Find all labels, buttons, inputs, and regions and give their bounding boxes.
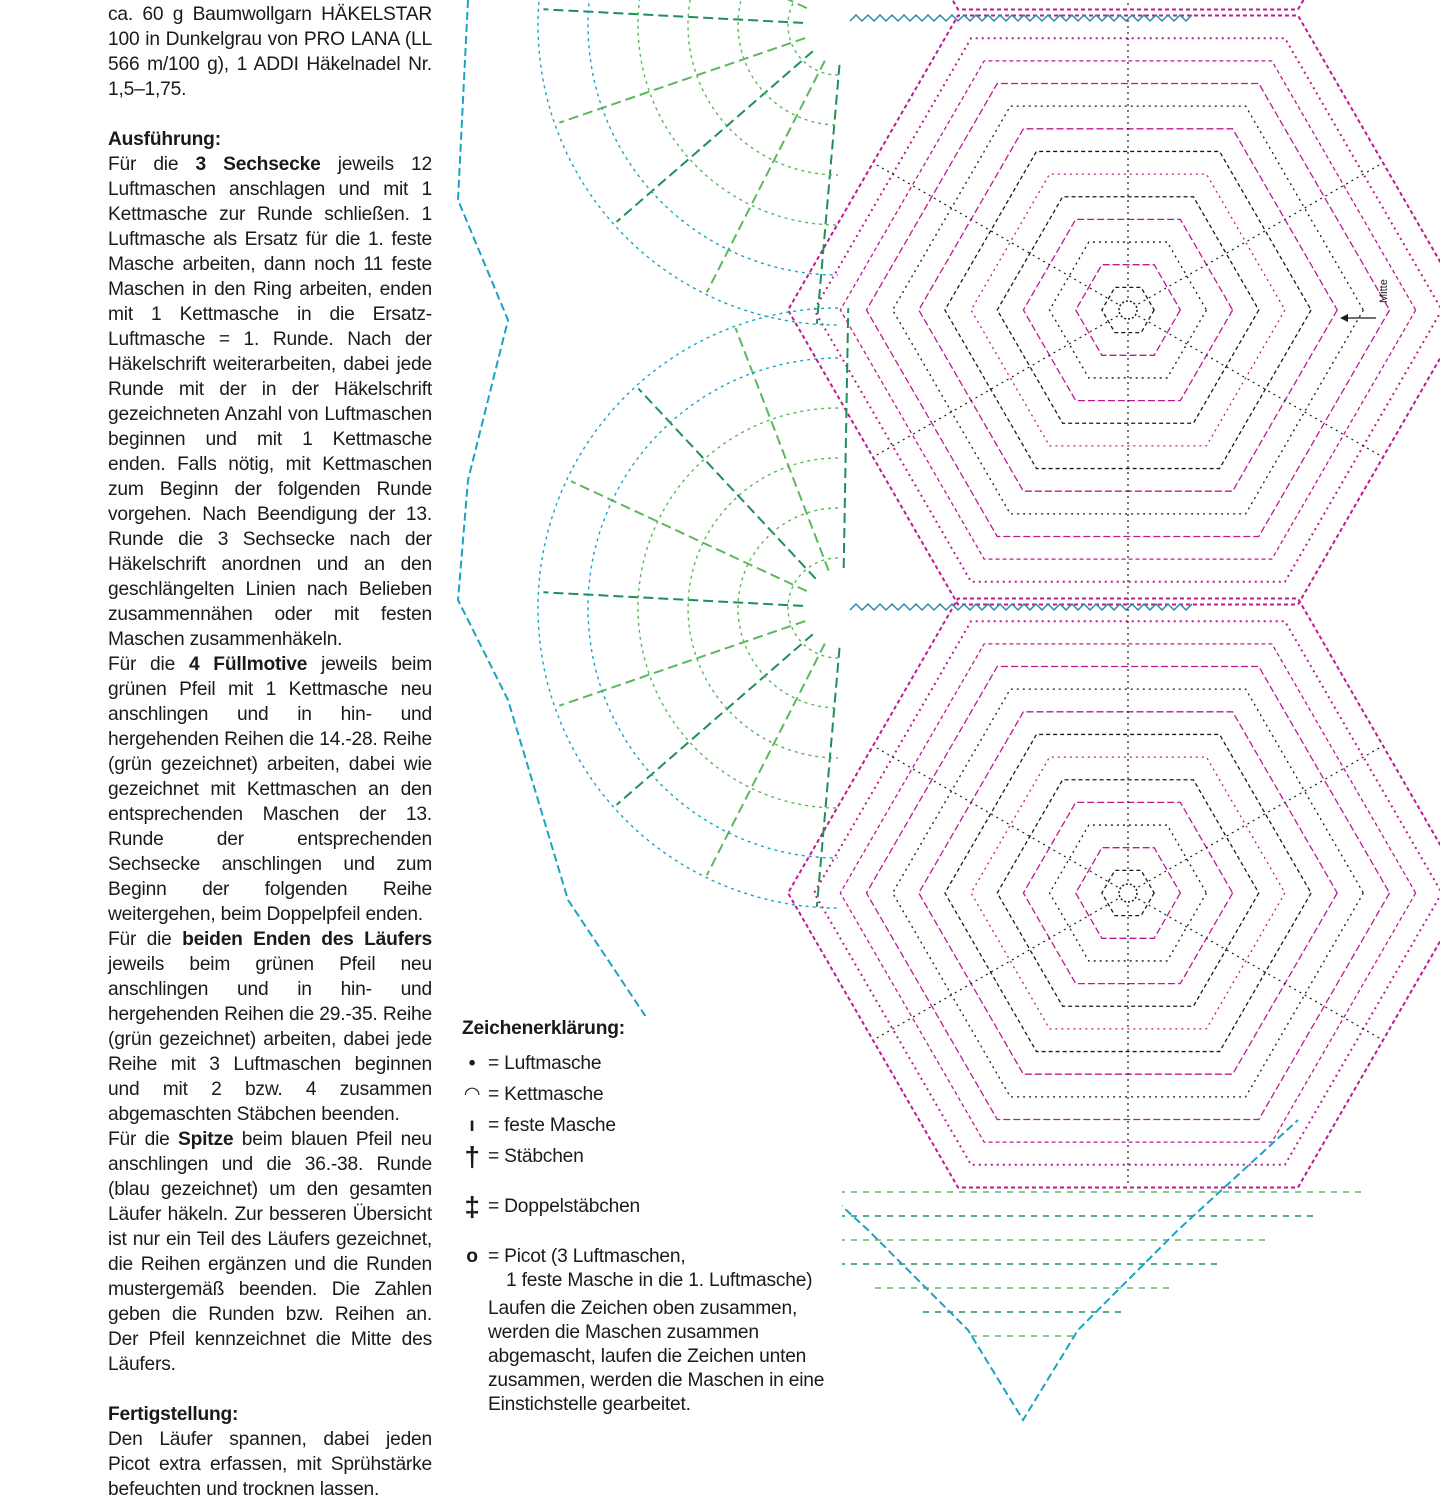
hexagon-3-round-3	[1050, 825, 1207, 961]
fill-motif-2-ray	[844, 308, 849, 568]
hexagon-2-spoke	[875, 164, 1118, 304]
fill-motif-2-arc-3	[688, 458, 838, 758]
fill-motif-1-arc-4	[638, 0, 838, 225]
fill-motif-2-ray	[638, 389, 815, 579]
fill-motif-bold: 4 Füllmotive	[188, 654, 308, 675]
hexagon-2-round-6	[971, 174, 1285, 446]
hexagon-2-round-7	[945, 151, 1311, 468]
hexagon-3-center-ring	[1119, 884, 1137, 902]
execution-heading: Ausführung:	[108, 129, 221, 150]
hexagon-1-round-13	[788, 0, 1440, 9]
fill-motif-1-ray	[817, 65, 840, 324]
fill-motif-2-arc-6	[538, 308, 838, 908]
legend-item: ◠ = Kettmasche	[462, 1082, 842, 1113]
slip-stitch-icon: ◠	[464, 1084, 480, 1105]
fill-motif-2-ray	[707, 644, 825, 876]
symbol-legend	[462, 1016, 842, 1417]
edging-outline-left	[458, 0, 748, 1120]
fill-motif-instructions: Für die 4 Füllmotive jeweils beim grünen Pfeil mit 1 Kettmasche neu anschlingen und in hin- und hergehenden Reihen die 14.-28. Reihe (grün gezeichnet) arbeiten, dabei wie gezeichnet mit Kettmaschen an den entsprechenden Maschen der 13. Runde der entsprechenden Sechsecke anschlingen und zum Beginn der folgenden Reihe weitergehen, beim Doppelpfeil enden.	[108, 654, 432, 925]
ends-instructions: Für die beiden Enden des Läufers jeweils beim grünen Pfeil neu anschlingen und in hin- und hergehenden Reihen die 29.-35. Reihe (grün gezeichnet) arbeiten, dabei jede Reihe mit 3 Luftmaschen beginnen und mit 2 bzw. 4 zusammen abgemaschten Stäbchen beenden.	[108, 929, 432, 1125]
edging-bold: Spitze	[178, 1129, 234, 1150]
fill-motif-1-ray	[559, 38, 805, 123]
fill-motif-1-arc-3	[688, 0, 838, 175]
hexagon-2-spoke	[1138, 164, 1381, 304]
hexagon-2-center-ring	[1119, 301, 1137, 319]
hexagon-3-round-7	[945, 734, 1311, 1051]
fill-motif-1-arc-5	[588, 0, 838, 275]
hexagon-3-round-12	[814, 621, 1440, 1165]
hexagon-3-round-1	[1102, 870, 1154, 915]
hexagon-2-round-1	[1102, 287, 1154, 332]
treble-crochet-icon: ‡	[464, 1191, 480, 1222]
center-arrow-icon	[1340, 314, 1348, 322]
hexagon-2-spoke	[1138, 316, 1381, 456]
legend-item: • = Luftmasche	[462, 1051, 842, 1082]
legend-heading: Zeichenerklärung:	[462, 1018, 625, 1039]
fill-motif-1-arc-6	[538, 0, 838, 325]
hexagon-3-spoke	[875, 899, 1118, 1039]
legend-picot-continuation: 1 feste Masche in die 1. Luftmasche)	[506, 1270, 813, 1291]
hexagon-3-round-9	[893, 689, 1364, 1097]
hexagon-3-spoke	[1138, 899, 1381, 1039]
legend-item: o = Picot (3 Luftmaschen,	[462, 1244, 842, 1268]
materials-text: ca. 60 g Baumwollgarn HÄKELSTAR 100 in Dunkelgrau von PRO LANA (LL 566 m/100 g), 1 ADDI Häkelnadel Nr. 1,5–1,75.	[108, 4, 432, 100]
instructions-column	[108, 2, 432, 1502]
hexagon-3-spoke	[875, 747, 1118, 887]
fill-motif-2-arc-1	[788, 558, 838, 658]
legend-item: † = Stäbchen	[462, 1144, 842, 1194]
hexagon-2-round-3	[1050, 242, 1207, 378]
legend-item: ‡ = Doppelstäbchen	[462, 1194, 842, 1244]
hexagon-3-round-6	[971, 757, 1285, 1029]
legend-item: ı = feste Masche	[462, 1113, 842, 1144]
hexagon-instructions: Für die 3 Sechsecke jeweils 12 Luftmaschen anschlagen und mit 1 Kettmasche zur Runde schließen. 1 Luftmasche als Ersatz für die 1. feste Masche arbeiten, dann noch 11 feste Maschen in den Ring arbeiten, enden mit 1 Kettmasche in die Ersatz-Luftmasche = 1. Runde. Nach der Häkelschrift weiterarbeiten, dabei jede Runde mit der in der Häkelschrift gezeichneten Anzahl von Luftmaschen beginnen und mit 1 Kettmasche enden. Falls nötig, mit Kettmaschen zum Beginn der folgenden Runde vorgehen. Nach Beendigung der 13. Runde die 3 Sechsecke nach der Häkelschrift anordnen und an den geschlängelten Linien nach Belieben zusammennähen oder mit festen Maschen zusammenhäkeln.	[108, 154, 432, 650]
fill-motif-2-ray	[559, 621, 805, 706]
hexagon-2-round-4	[1023, 219, 1232, 400]
finish-text: Den Läufer spannen, dabei jeden Picot extra erfassen, mit Sprühstärke befeuchten und trocknen lassen.	[108, 1429, 432, 1500]
double-crochet-icon: †	[464, 1141, 480, 1172]
hexagon-2-round-13	[788, 16, 1440, 605]
center-marker-label: Mitte	[1378, 279, 1390, 303]
fill-motif-2-ray	[571, 481, 807, 591]
chain-stitch-icon: •	[468, 1053, 476, 1074]
hexagon-2-round-12	[814, 38, 1440, 582]
hexagon-3-round-13	[788, 599, 1440, 1188]
fill-motif-1-arc-1	[788, 0, 838, 75]
legend-note: Laufen die Zeichen oben zusammen, werden die Maschen zusammen abgemascht, laufen die Zeichen unten zusammen, werden die Maschen in eine Einstichstelle gearbeitet.	[488, 1298, 825, 1415]
hexagon-2-round-9	[893, 106, 1364, 514]
fill-motif-1-ray	[707, 61, 825, 293]
fill-motif-2-ray	[817, 648, 840, 907]
fill-motif-2-arc-5	[588, 358, 838, 858]
single-crochet-icon: ı	[469, 1115, 475, 1136]
hexagon-bold: 3 Sechsecke	[195, 154, 321, 175]
finish-heading: Fertigstellung:	[108, 1404, 239, 1425]
hexagon-3-spoke	[1138, 747, 1381, 887]
fill-motif-1-ray	[617, 51, 813, 222]
hexagon-2-spoke	[875, 316, 1118, 456]
fill-motif-2-ray	[543, 592, 803, 606]
picot-icon: o	[466, 1246, 478, 1267]
edging-instructions: Für die Spitze beim blauen Pfeil neu anschlingen und die 36.-38. Runde (blau gezeichnet) um den gesamten Läufer häkeln. Zur besseren Übersicht ist nur ein Teil des Läufers gezeichnet, die Reihen ergänzen und die Runden mustergemäß beenden. Die Zahlen geben die Runden bzw. Reihen an. Der Pfeil kennzeichnet die Mitte des Läufers.	[108, 1129, 432, 1375]
hexagon-3-round-4	[1023, 802, 1232, 983]
fill-motif-2-ray	[617, 634, 813, 805]
fill-motif-1-ray	[543, 9, 803, 23]
ends-bold: beiden Enden des Läufers	[182, 929, 432, 950]
